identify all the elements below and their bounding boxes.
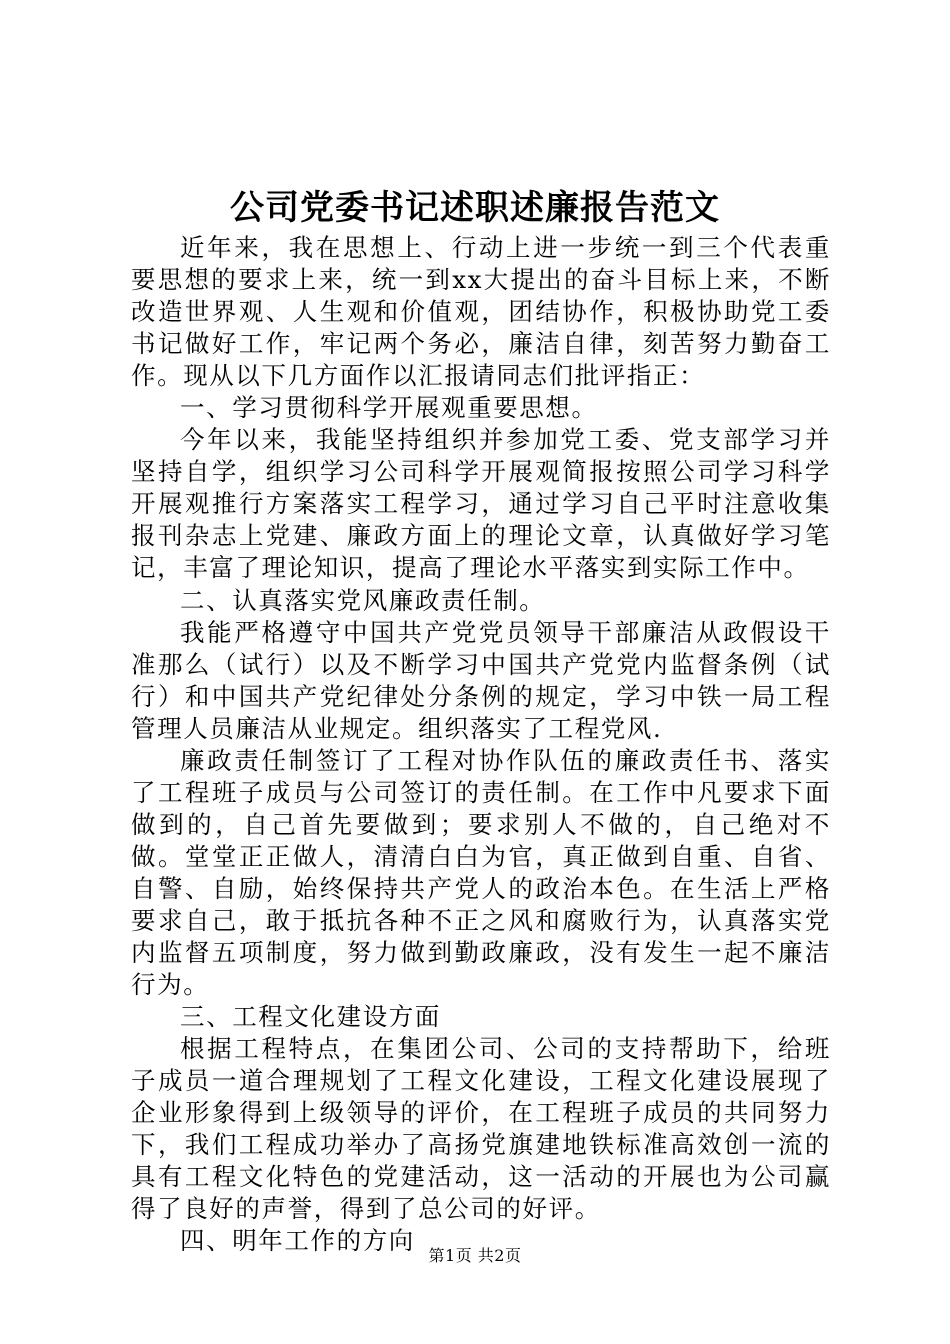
section-heading-2: 二、认真落实党风廉政责任制。 (180, 585, 546, 615)
paragraph-discipline: 我能严格遵守中国共产党党员领导干部廉洁从政假设干准那么（试行）以及不断学习中国共产党党内监督条例（试行）和中国共产党纪律处分条例的规定，学习中铁一局工程管理人员廉洁从业规定。组织落实了工程党风. (131, 617, 831, 743)
section-heading-4: 四、明年工作的方向 (180, 1226, 415, 1256)
paragraph-responsibility: 廉政责任制签订了工程对协作队伍的廉政责任书、落实了工程班子成员与公司签订的责任制。在工作中凡要求下面做到的，自己首先要做到；要求别人不做的，自己绝对不做。堂堂正正做人，清清白白为官，真正做到自重、自省、自警、自励，始终保持共产党人的政治本色。在生活上严格要求自己，敢于抵抗各种不正之风和腐败行为，认真落实党内监督五项制度，努力做到勤政廉政，没有发生一起不廉洁行为。 (131, 745, 831, 1000)
section-heading-3: 三、工程文化建设方面 (180, 1002, 441, 1032)
document-body (131, 232, 831, 1258)
section-heading-1: 一、学习贯彻科学开展观重要思想。 (180, 393, 598, 423)
paragraph-study: 今年以来，我能坚持组织并参加党工委、党支部学习并坚持自学，组织学习公司科学开展观简报按照公司学习科学开展观推行方案落实工程学习，通过学习自己平时注意收集报刊杂志上党建、廉政方面上的理论文章，认真做好学习笔记，丰富了理论知识，提高了理论水平落实到实际工作中。 (131, 425, 831, 583)
document-title: 公司党委书记述职述廉报告范文 (230, 188, 720, 228)
paragraph-culture: 根据工程特点，在集团公司、公司的支持帮助下，给班子成员一道合理规划了工程文化建设，工程文化建设展现了企业形象得到上级领导的评价，在工程班子成员的共同努力下，我们工程成功举办了高扬党旗建地铁标准高效创一流的具有工程文化特色的党建活动，这一活动的开展也为公司赢得了良好的声誉，得到了总公司的好评。 (131, 1034, 831, 1224)
paragraph-intro: 近年来，我在思想上、行动上进一步统一到三个代表重要思想的要求上来，统一到xx大提出的奋斗目标上来，不断改造世界观、人生观和价值观，团结协作，积极协助党工委书记做好工作，牢记两个务必，廉洁自律，刻苦努力勤奋工作。现从以下几方面作以汇报请同志们批评指正： (131, 233, 831, 391)
page-number: 第1页 共2页 (428, 1246, 522, 1265)
